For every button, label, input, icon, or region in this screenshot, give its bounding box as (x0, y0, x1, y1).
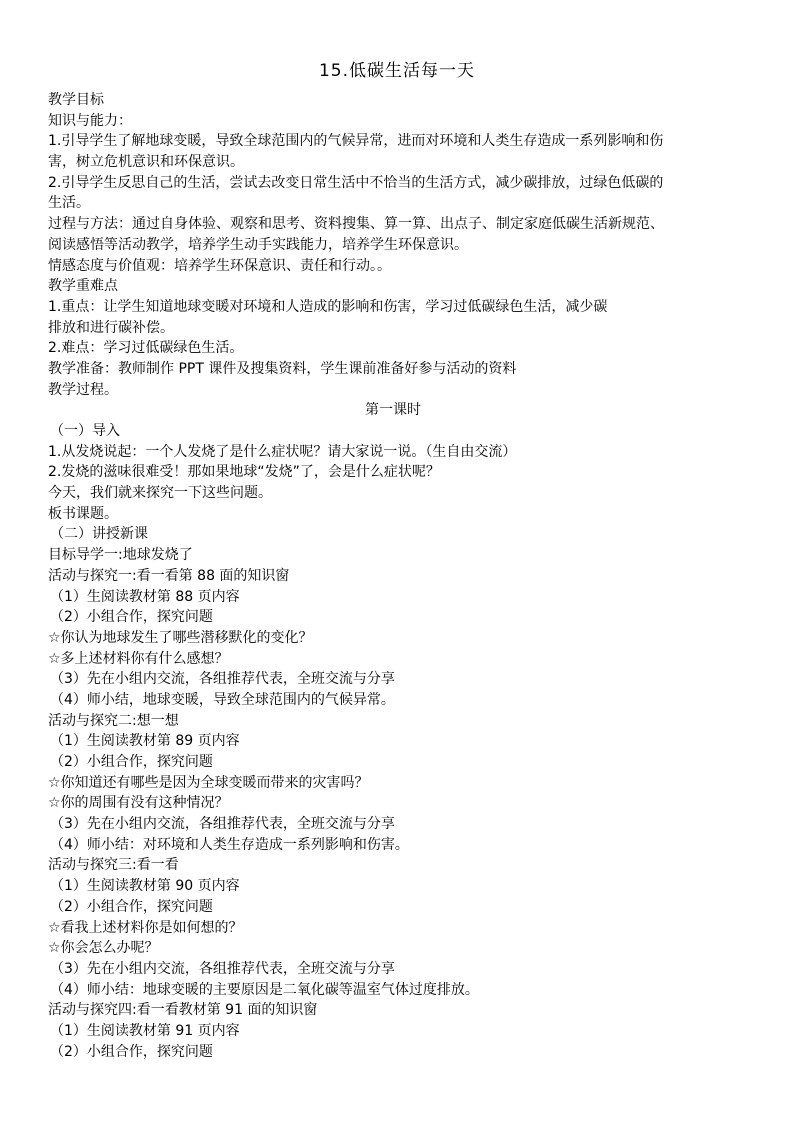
paragraph-line: 2.发烧的滋味很难受！那如果地球“发烧”了，会是什么症状呢？ (48, 464, 440, 481)
paragraph-line: 2.引导学生反思自己的生活，尝试去改变日常生活中不恰当的生活方式，减少碳排放，过绿色低碳的 (48, 174, 664, 191)
paragraph-line: 1.从发烧说起：一个人发烧了是什么症状呢？请大家说一说。（生自由交流） (48, 443, 517, 460)
paragraph-line: 活动与探究三:看一看 (48, 857, 179, 874)
paragraph-line: （3）先在小组内交流，各组推荐代表，全班交流与分享 (50, 671, 395, 688)
paragraph-line: ☆多上述材料你有什么感想？ (48, 650, 229, 667)
paragraph-line: 今天，我们就来探究一下这些问题。 (48, 485, 272, 502)
paragraph-line: （4）师小结，地球变暖，导致全球范围内的气候异常。 (50, 691, 395, 708)
paragraph-line: （3）先在小组内交流，各组推荐代表，全班交流与分享 (50, 960, 395, 977)
paragraph-line: 活动与探究二:想一想 (48, 712, 179, 729)
paragraph-line: ☆你认为地球发生了哪些潜移默化的变化？ (48, 629, 313, 646)
paragraph-line: 过程与方法：通过自身体验、观察和思考、资料搜集、算一算、出点子、制定家庭低碳生活新规范、 (48, 216, 664, 233)
paragraph-line: 目标导学一:地球发烧了 (48, 547, 193, 564)
paragraph-line: （2）小组合作，探究问题 (50, 609, 213, 626)
section-heading-key-points: 教学重难点 (48, 278, 118, 295)
document-body (48, 90, 768, 1062)
paragraph-line: 教学准备：教师制作 PPT 课件及搜集资料，学生课前准备好参与活动的资料 (48, 360, 517, 377)
paragraph-line: （一）导入 (50, 423, 120, 439)
paragraph-line: ☆看我上述材料你是如何想的？ (48, 919, 243, 936)
paragraph-line: 阅读感悟等活动教学，培养学生动手实践能力，培养学生环保意识。 (48, 236, 468, 253)
paragraph-line: 1.重点：让学生知道地球变暖对环境和人造成的影响和伤害，学习过低碳绿色生活，减少碳 (48, 298, 608, 315)
paragraph-line: 排放和进行碳补偿。 (48, 319, 174, 336)
paragraph-line: 活动与探究四:看一看教材第 91 面的知识窗 (48, 1002, 318, 1019)
paragraph-line: 1.引导学生了解地球变暖，导致全球范围内的气候异常，进而对环境和人类生存造成一系列影响和伤 (48, 133, 664, 150)
paragraph-line: （1）生阅读教材第 90 页内容 (50, 878, 240, 895)
paragraph-line: 板书课题。 (48, 505, 118, 522)
section-heading-objectives: 教学目标 (48, 92, 104, 108)
paragraph-line: ☆你会怎么办呢？ (48, 940, 159, 957)
paragraph-line: （2）小组合作，探究问题 (50, 754, 213, 770)
paragraph-line: ☆你的周围有没有这种情况？ (48, 795, 229, 812)
paragraph-line: ☆你知道还有哪些是因为全球变暖而带来的灾害吗？ (48, 774, 369, 791)
document-title: 15.低碳生活每一天 (318, 61, 476, 81)
paragraph-line: （2）小组合作，探究问题 (50, 1043, 213, 1060)
paragraph-line: （4）师小结：地球变暖的主要原因是二氧化碳等温室气体过度排放。 (50, 981, 479, 998)
section-heading-process: 教学过程。 (48, 381, 118, 398)
paragraph-line: （2）小组合作，探究问题 (50, 898, 213, 915)
paragraph-line: （1）生阅读教材第 89 页内容 (50, 733, 240, 750)
paragraph-line: （1）生阅读教材第 88 页内容 (50, 588, 240, 605)
lesson-heading: 第一课时 (365, 402, 421, 419)
paragraph-line: （二）讲授新课 (50, 526, 148, 543)
subheading-knowledge-ability: 知识与能力： (48, 112, 132, 129)
paragraph-line: 情感态度与价值观：培养学生环保意识、责任和行动。。 (48, 257, 391, 274)
paragraph-line: （3）先在小组内交流，各组推荐代表，全班交流与分享 (50, 816, 395, 833)
paragraph-line: （1）生阅读教材第 91 页内容 (50, 1022, 240, 1039)
paragraph-line: （4）师小结：对环境和人类生存造成一系列影响和伤害。 (50, 836, 409, 853)
paragraph-line: 2.难点：学习过低碳绿色生活。 (48, 340, 244, 357)
paragraph-line: 活动与探究一:看一看第 88 面的知识窗 (48, 567, 290, 584)
paragraph-line: 害，树立危机意识和环保意识。 (48, 154, 244, 171)
paragraph-line: 生活。 (48, 195, 90, 212)
